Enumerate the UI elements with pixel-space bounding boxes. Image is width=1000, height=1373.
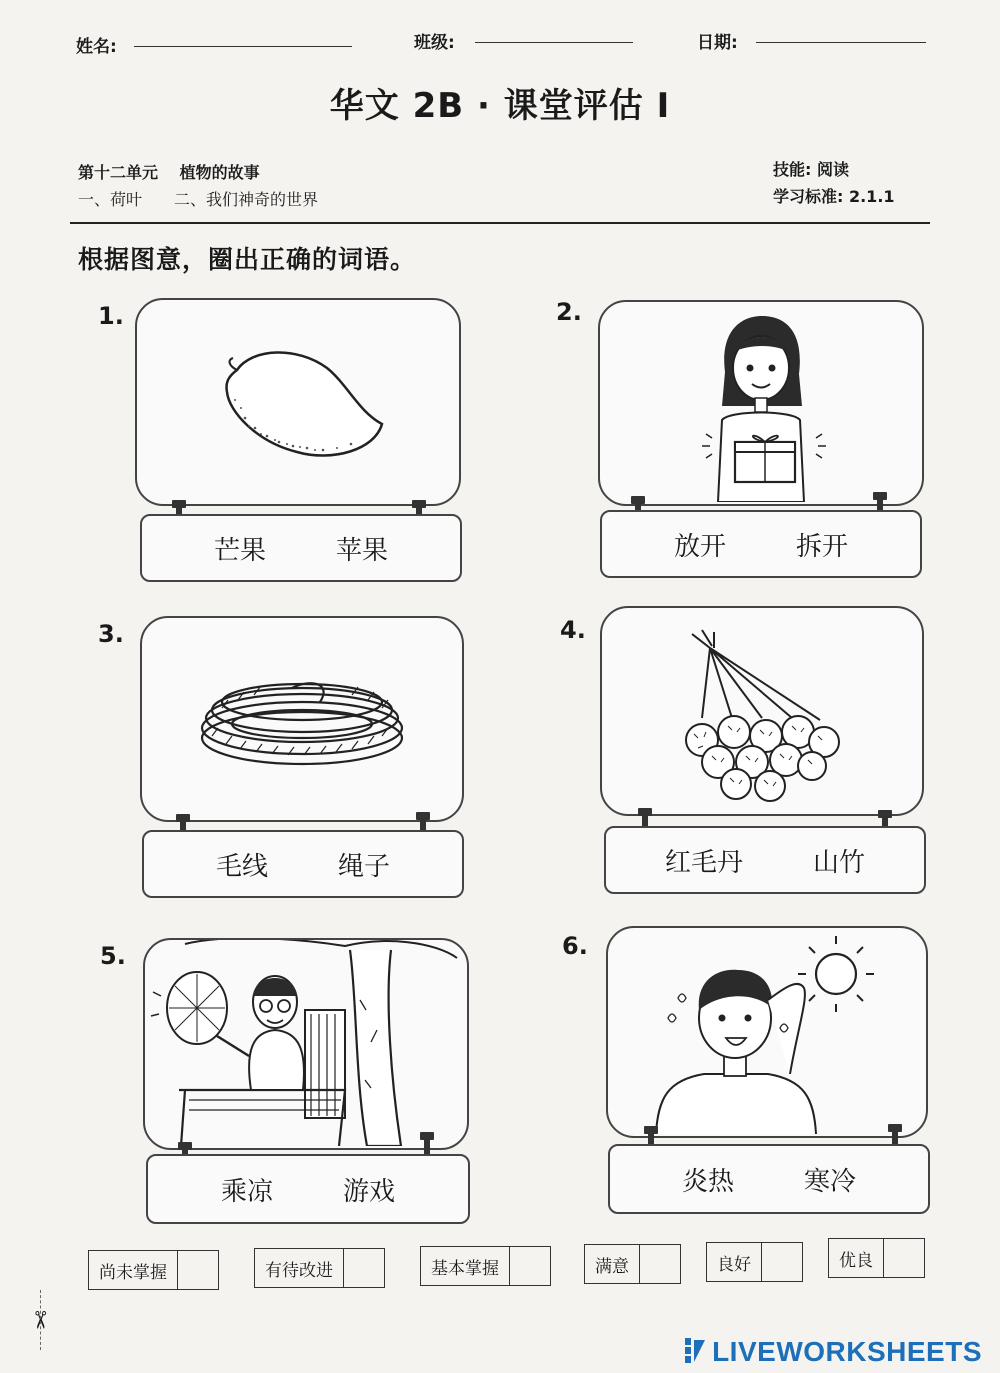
answer-box-1 — [140, 514, 462, 582]
unit-title: 植物的故事 — [179, 163, 260, 182]
class-label: 班级: — [414, 33, 455, 53]
answer-box-2 — [600, 510, 922, 578]
rating-checkbox[interactable] — [762, 1243, 802, 1281]
rating-checkbox[interactable] — [510, 1247, 550, 1285]
rating-needs-improvement — [254, 1248, 385, 1288]
picture-rambutan-bunch — [600, 606, 924, 816]
option-mangosteen[interactable]: 山竹 — [813, 847, 866, 878]
name-label: 姓名: — [76, 37, 117, 57]
rambutan-illustration — [602, 608, 922, 812]
option-mango[interactable]: 芒果 — [213, 535, 266, 566]
picture-boy-sweating-in-sun — [606, 926, 928, 1138]
option-rope[interactable]: 绳子 — [338, 851, 391, 882]
date-field[interactable] — [756, 42, 926, 43]
picture-coiled-rope — [140, 616, 464, 822]
liveworksheets-logo-text: LIVEWORKSHEETS — [712, 1336, 982, 1367]
rope-illustration — [142, 618, 462, 818]
cut-line — [40, 1290, 41, 1350]
answer-box-3 — [142, 830, 464, 898]
rating-label: 良好 — [707, 1243, 762, 1281]
rating-satisfactory — [584, 1244, 681, 1284]
question-number-3: 3. — [98, 620, 124, 648]
lesson-list: 一、荷叶 二、我们神奇的世界 — [78, 190, 319, 209]
answer-box-6 — [608, 1144, 930, 1214]
option-yarn[interactable]: 毛线 — [215, 851, 268, 882]
picture-girl-opening-gift — [598, 300, 924, 506]
class-field[interactable] — [475, 42, 633, 43]
skill-label: 技能: 阅读 — [773, 160, 849, 179]
answer-box-5 — [146, 1154, 470, 1224]
rating-checkbox[interactable] — [344, 1249, 384, 1287]
question-number-6: 6. — [562, 932, 588, 960]
option-let-go[interactable]: 放开 — [673, 531, 726, 562]
header-divider — [70, 222, 930, 224]
option-hot[interactable]: 炎热 — [681, 1166, 734, 1197]
picture-mango — [135, 298, 461, 506]
rating-checkbox[interactable] — [178, 1251, 218, 1289]
mango-illustration — [137, 300, 457, 500]
unit-label — [78, 160, 260, 183]
option-apple[interactable]: 苹果 — [336, 535, 389, 566]
rating-label: 尚未掌握 — [89, 1251, 178, 1289]
rating-label: 基本掌握 — [421, 1247, 510, 1285]
option-rambutan[interactable]: 红毛丹 — [664, 847, 743, 878]
boy-sun-illustration — [608, 928, 924, 1134]
liveworksheets-logo-icon — [684, 1336, 706, 1364]
rating-not-mastered — [88, 1250, 219, 1290]
scissors-icon: ✂ — [26, 1309, 55, 1331]
girl-gift-illustration — [600, 302, 920, 502]
rating-excellent — [828, 1238, 925, 1278]
picture-grandpa-fanning-under-tree — [143, 938, 469, 1150]
page-title: 华文 2B · 课堂评估 I — [329, 86, 671, 126]
rating-checkbox[interactable] — [640, 1245, 680, 1283]
rating-label: 优良 — [829, 1239, 884, 1277]
name-field[interactable] — [134, 46, 352, 47]
option-cold[interactable]: 寒冷 — [804, 1166, 857, 1197]
date-label: 日期: — [697, 33, 738, 53]
standard-label: 学习标准: 2.1.1 — [773, 187, 895, 206]
option-play-game[interactable]: 游戏 — [343, 1176, 396, 1207]
rating-label: 有待改进 — [255, 1249, 344, 1287]
question-number-1: 1. — [98, 302, 124, 330]
question-number-5: 5. — [100, 942, 126, 970]
question-number-4: 4. — [560, 616, 586, 644]
rating-basic-mastery — [420, 1246, 551, 1286]
option-unwrap[interactable]: 拆开 — [796, 531, 849, 562]
liveworksheets-logo — [684, 1336, 982, 1368]
rating-checkbox[interactable] — [884, 1239, 924, 1277]
option-cool-off[interactable]: 乘凉 — [220, 1176, 273, 1207]
question-number-2: 2. — [556, 298, 582, 326]
grandpa-illustration — [145, 940, 465, 1146]
rating-label: 满意 — [585, 1245, 640, 1283]
instruction-text: 根据图意，圈出正确的词语。 — [78, 245, 417, 274]
unit-number: 第十二单元 — [78, 163, 159, 182]
answer-box-4 — [604, 826, 926, 894]
rating-good — [706, 1242, 803, 1282]
